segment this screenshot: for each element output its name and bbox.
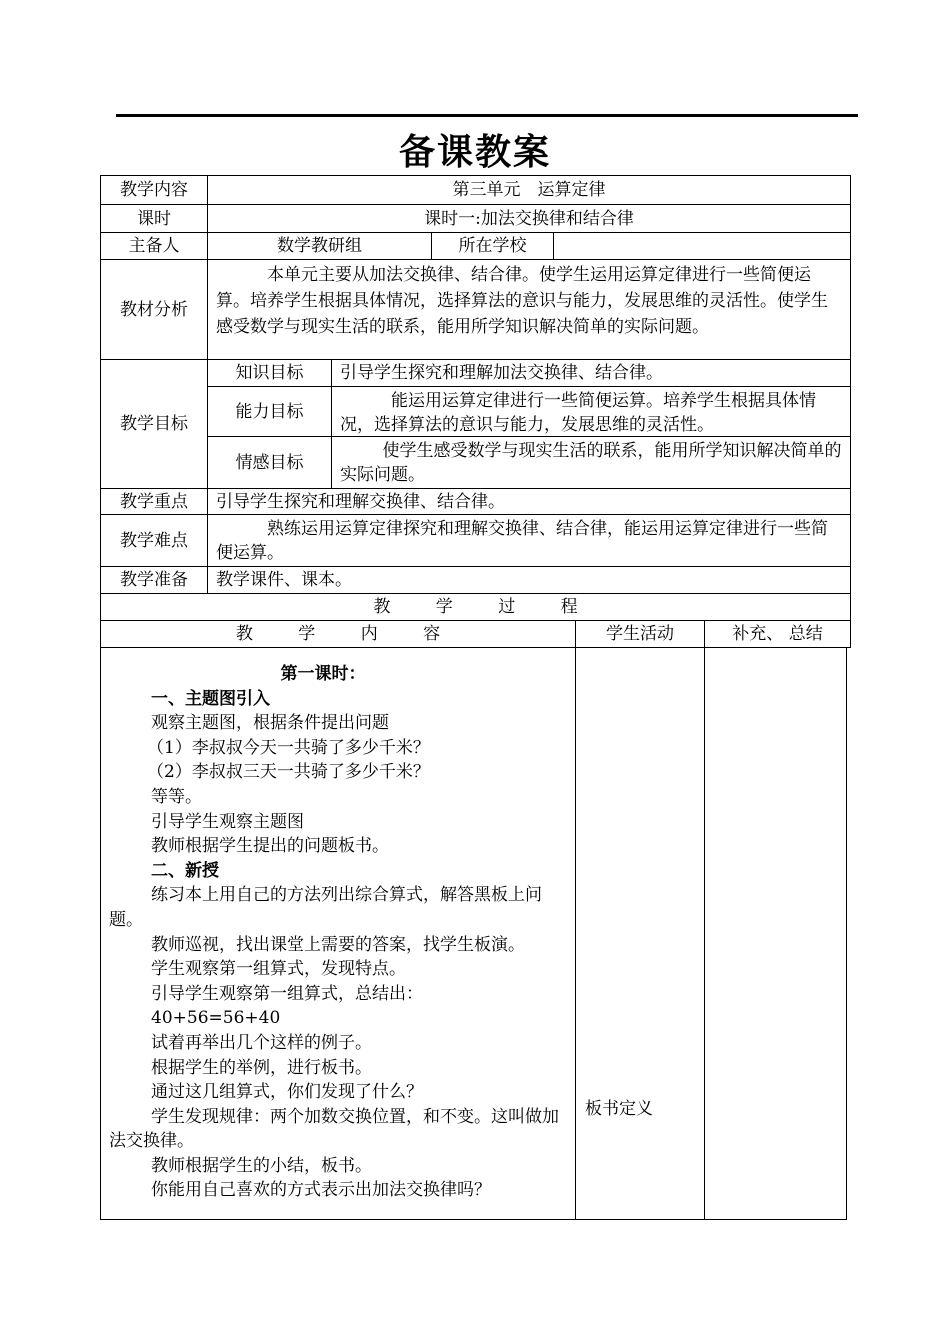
content-line: 教师根据学生提出的问题板书。	[151, 836, 389, 857]
student-activity-note: 板书定义	[585, 1099, 653, 1119]
ability-text: 能运用运算定律进行一些简便运算。培养学生根据具体情况，选择算法的意识与能力，发展思维的灵活性。	[331, 386, 851, 437]
difficulty-label: 教学难点	[100, 514, 208, 567]
school-label: 所在学校	[431, 232, 554, 260]
analysis-text: 本单元主要从加法交换律、结合律。使学生运用运算定律进行一些简便运算。培养学生根据具体情况，选择算法的意识与能力，发展思维的灵活性。使学生感受数学与现实生活的联系，能用所学知识解决简单的实际问题。	[207, 259, 851, 360]
content-line: 通过这几组算式，你们发现了什么？	[151, 1082, 423, 1103]
focus-label: 教学重点	[100, 488, 208, 515]
content-paragraph: 练习本上用自己的方法列出综合算式，解答黑板上问题。	[109, 885, 542, 930]
content-line: 观察主题图，根据条件提出问题	[151, 713, 389, 734]
content-line: 教师根据学生的小结，板书。	[151, 1155, 372, 1176]
content-line: 根据学生的举例，进行板书。	[151, 1057, 372, 1078]
preparer-value: 数学教研组	[207, 232, 432, 260]
prep-text: 教学课件、课本。	[207, 566, 851, 594]
col-header-summary: 补充、 总结	[704, 620, 851, 648]
content-line: 试着再举出几个这样的例子。	[151, 1032, 372, 1053]
content-line: 40+56=56+40	[151, 1008, 281, 1029]
goals-label: 教学目标	[100, 359, 208, 489]
lesson-label: 课时	[100, 204, 208, 233]
content-line: 等等。	[151, 786, 202, 807]
focus-text: 引导学生探究和理解交换律、结合律。	[207, 488, 851, 515]
content-line: （1）李叔叔今天一共骑了多少千米？	[147, 737, 430, 758]
knowledge-text: 引导学生探究和理解加法交换律、结合律。	[331, 359, 851, 387]
section-2-heading: 二、新授	[151, 860, 219, 881]
lesson-value: 课时一:加法交换律和结合律	[207, 204, 851, 233]
content-line: 教师巡视，找出课堂上需要的答案，找学生板演。	[151, 934, 525, 955]
ability-label: 能力目标	[207, 386, 332, 437]
content-paragraph: 学生发现规律：两个加数交换位置，和不变。这叫做加法交换律。	[109, 1106, 559, 1152]
top-rule	[116, 114, 858, 117]
period-title: 第一课时：	[280, 664, 366, 684]
emotion-text: 使学生感受数学与现实生活的联系，能用所学知识解决简单的实际问题。	[331, 436, 851, 489]
school-value	[553, 232, 851, 260]
col-header-student: 学生活动	[575, 620, 705, 648]
content-line: 学生观察第一组算式，发现特点。	[151, 959, 406, 980]
difficulty-text: 熟练运用运算定律探究和理解交换律、结合律，能运用运算定律进行一些简便运算。	[207, 514, 851, 567]
section-1-heading: 一、主题图引入	[151, 688, 270, 709]
analysis-label: 教材分析	[100, 259, 208, 360]
emotion-label: 情感目标	[207, 436, 332, 489]
content-line: 引导学生观察第一组算式，总结出：	[151, 983, 423, 1004]
student-activity-column	[575, 647, 705, 1220]
content-line: 引导学生观察主题图	[151, 811, 304, 832]
preparer-label: 主备人	[100, 232, 208, 260]
prep-label: 教学准备	[100, 566, 208, 594]
content-line: （2）李叔叔三天一共骑了多少千米？	[147, 762, 430, 783]
col-header-content: 教 学 内 容	[100, 620, 576, 648]
content-line: 你能用自己喜欢的方式表示出加法交换律吗？	[151, 1180, 491, 1201]
process-header: 教 学 过 程	[100, 593, 851, 621]
summary-column	[704, 647, 847, 1220]
lesson-content	[100, 647, 576, 1220]
page-title: 备课教案	[398, 132, 551, 173]
content-label: 教学内容	[100, 175, 208, 205]
content-value: 第三单元 运算定律	[207, 175, 851, 205]
knowledge-label: 知识目标	[207, 359, 332, 387]
